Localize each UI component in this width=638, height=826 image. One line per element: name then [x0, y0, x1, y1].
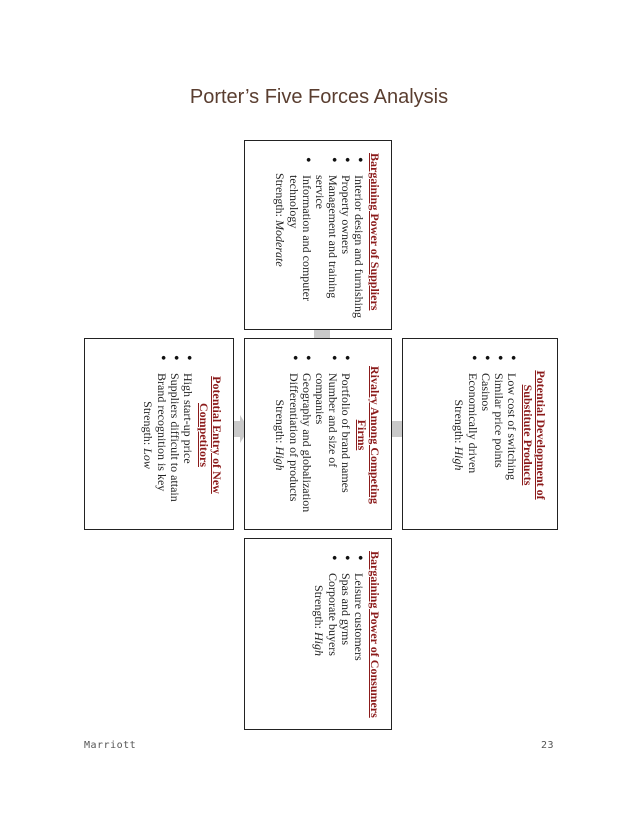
list-item: • Leisure customers: [352, 573, 365, 719]
list-item: • Similar price points: [492, 373, 505, 519]
suppliers-heading: Bargaining Power of Suppliers: [368, 153, 382, 311]
list-item: • Property owners: [339, 175, 352, 319]
substitutes-box: [402, 338, 558, 530]
page-number: 23: [540, 740, 554, 751]
list-item: • Low cost of switching: [505, 373, 518, 519]
list-item: • Suppliers difficult to attain: [168, 373, 181, 519]
new-entry-strength: Strength: Low: [141, 401, 155, 469]
suppliers-list: [287, 153, 365, 319]
new-entry-box: [84, 338, 234, 530]
new-entry-heading: Potential Entry of New Competitors: [197, 376, 224, 494]
consumers-box: [244, 538, 392, 730]
list-item: • Number and size of companies: [313, 373, 339, 519]
rivalry-strength: Strength: High: [273, 399, 287, 471]
suppliers-strength: Strength: Moderate: [273, 173, 287, 267]
list-item: • Portfolio of brand names: [339, 373, 352, 519]
list-item: • Brand recognition is key: [155, 373, 168, 519]
list-item: • Information and computer technology: [287, 175, 313, 319]
substitutes-heading: Potential Development of Substitute Products: [521, 370, 548, 500]
list-item: • Management and training service: [313, 175, 339, 319]
footer-left: Marriott: [84, 740, 137, 751]
list-item: • Spas and gyms: [339, 573, 352, 719]
list-item: • Casinos: [479, 373, 492, 519]
list-item: • Geography and globalization: [300, 373, 313, 519]
rivalry-box: [244, 338, 392, 530]
list-item: • Economically driven: [466, 373, 479, 519]
consumers-list: [326, 551, 365, 719]
list-item: • Differentiation of products: [287, 373, 300, 519]
substitutes-list: [466, 351, 518, 519]
rivalry-heading: Rivalry Among Competing Firms: [355, 366, 382, 504]
suppliers-box: [244, 140, 392, 330]
list-item: • Corporate buyers: [326, 573, 339, 719]
consumers-heading: Bargaining Power of Consumers: [368, 551, 382, 718]
substitutes-strength: Strength: High: [452, 399, 466, 471]
rivalry-list: [287, 351, 352, 519]
consumers-strength: Strength: High: [312, 585, 326, 656]
page-title: Porter’s Five Forces Analysis: [189, 86, 449, 108]
list-item: • Interior design and furnishing: [352, 175, 365, 319]
list-item: • High start-up price: [181, 373, 194, 519]
new-entry-list: [155, 351, 194, 519]
